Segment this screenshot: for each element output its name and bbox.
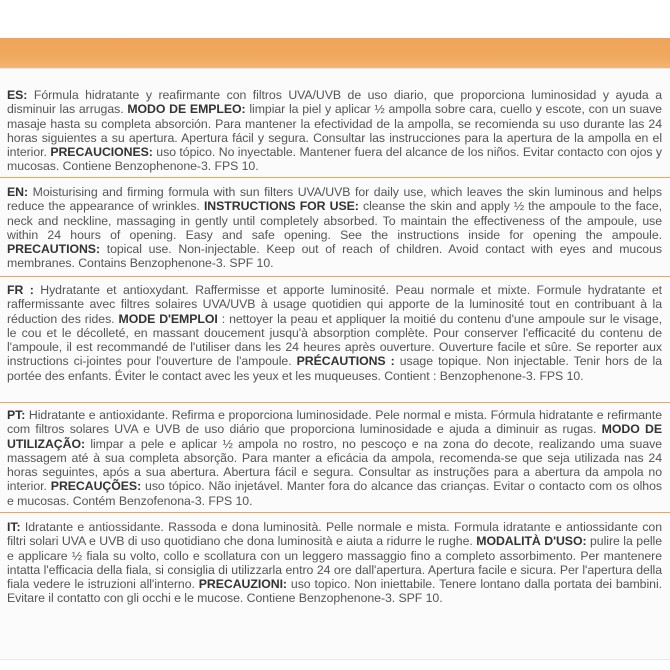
lang-code-pt: PT:: [7, 408, 26, 422]
lang-code-es: ES:: [7, 88, 28, 102]
lang-code-it: IT:: [7, 520, 21, 534]
section-it: [0, 520, 670, 606]
divider-line: [0, 276, 670, 277]
section-fr-text: FR : Hydratante et antioxydant. Raffermisse et apporte luminosité. Peau normale et mixte. Formule hydratante et raffermissante avec filtres solaires UVA/UVB à usage quotidien qui apporte de la luminosité tout en contribuant à la réduction des rides. MODE D'EMPLOI : nettoyer la peau et appliquer la moitié du contenu d'une ampoule sur le visage, le cou et le décolleté, en massant doucement jusqu'à absorption complète. Pour conserver l'efficacité du contenu de l'ampoule, il est recommandé de l'utiliser dans les 24 heures après ouverture. Ouverture facile et sûre. Se reporter aux instructions ci-jointes pour l'ouverture de l'ampoule. PRÉCAUTIONS : usage topique. Non injectable. Tenir hors de la portée des enfants. Éviter le contact avec les yeux et les muqueuses. Contient : Benzophenone-3. FPS 10.: [7, 283, 662, 383]
section-it-text: IT: Idratante e antiossidante. Rassoda e dona luminosità. Pelle normale e mista. Formula idratante e antiossidante con filtri solari UVA e UVB di uso quotidiano che dona luminosità e aiuta a ridurre le rughe. MODALITÀ D'USO: pulire la pelle e applicare ½ fiala su volto, collo e scollatura con un leggero massaggio fino a completo assorbimento. Per mantenere intatta l'efficacia della fiala, si consiglia di utilizzarla entro 24 ore dall'apertura. Apertura facile e sicura. Per l'apertura della fiala vedere le istruzioni all'interno. PRECAUZIONI: uso topico. Non iniettabile. Tenere lontano dalla portata dei bambini. Evitare il contatto con gli occhi e le mucose. Contiene Benzophenone-3. SPF 10.: [7, 520, 663, 606]
section-fr: [0, 283, 670, 383]
section-es: [0, 88, 670, 174]
divider-line: [0, 402, 670, 403]
section-es-text: ES: Fórmula hidratante y reafirmante con filtros UVA/UVB de uso diario, que proporciona luminosidad y ayuda a disminuir las arrugas. MODO DE EMPLEO: limpiar la piel y aplicar ½ ampolla sobre cara, cuello y escote, con un suave masaje hasta su completa absorción. Para mantener la efectividad de la ampolla, se recomienda su uso durante las 24 horas siguientes a su apertura. Apertura fácil y segura. Consultar las instrucciones para la apertura de la ampolla en el interior. PRECAUCIONES: uso tópico. No inyectable. Mantener fuera del alcance de los niños. Evitar contacto con ojos y mucosas. Contiene Benzophenone-3. FPS 10.: [7, 88, 662, 174]
divider-line: [0, 512, 670, 513]
package-top-band: [0, 38, 670, 68]
section-en: [0, 185, 670, 271]
section-en-text: EN: Moisturising and firming formula with sun filters UVA/UVB for daily use, which leaves the skin luminous and helps reduce the appearance of wrinkles. INSTRUCTIONS FOR USE: cleanse the skin and apply ½ the ampoule to the face, neck and neckline, massaging in gently until completely absorbed. To maintain the effectiveness of the ampoule, use within 24 hours of opening. Easy and safe opening. See the instructions inside for opening the ampoule. PRECAUTIONS: topical use. Non-injectable. Keep out of reach of children. Avoid contact with eyes and mucous membranes. Contains Benzophenone-3. SPF 10.: [7, 185, 662, 271]
section-pt: [0, 408, 670, 508]
lang-code-fr: FR :: [7, 283, 34, 297]
divider-line: [0, 177, 670, 178]
section-pt-text: PT: Hidratante e antioxidante. Refirma e proporciona luminosidade. Pele normal e mista. Fórmula hidratante e refirmante com filtros solares UVA e UVB de uso diário que proporciona luminosidade e ajuda a diminuir as rugas. MODO DE UTILIZAÇÃO: limpar a pele e aplicar ½ ampola no rostro, no pescoço e na zona do decote, realizando uma suave massagem até à sua completa absorção. Para manter a eficácia da ampola, recomenda-se que seja utilizada nas 24 horas seguintes, após a sua abertura. Abertura fácil e segura. Consultar as instruções para a abertura da ampola no interior. PRECAUÇÕES: uso tópico. Não injetável. Manter fora do alcance das crianças. Evitar o contacto com os olhos e mucosas. Contém Benzofenona-3. FPS 10.: [7, 408, 663, 508]
lang-code-en: EN:: [7, 185, 29, 199]
